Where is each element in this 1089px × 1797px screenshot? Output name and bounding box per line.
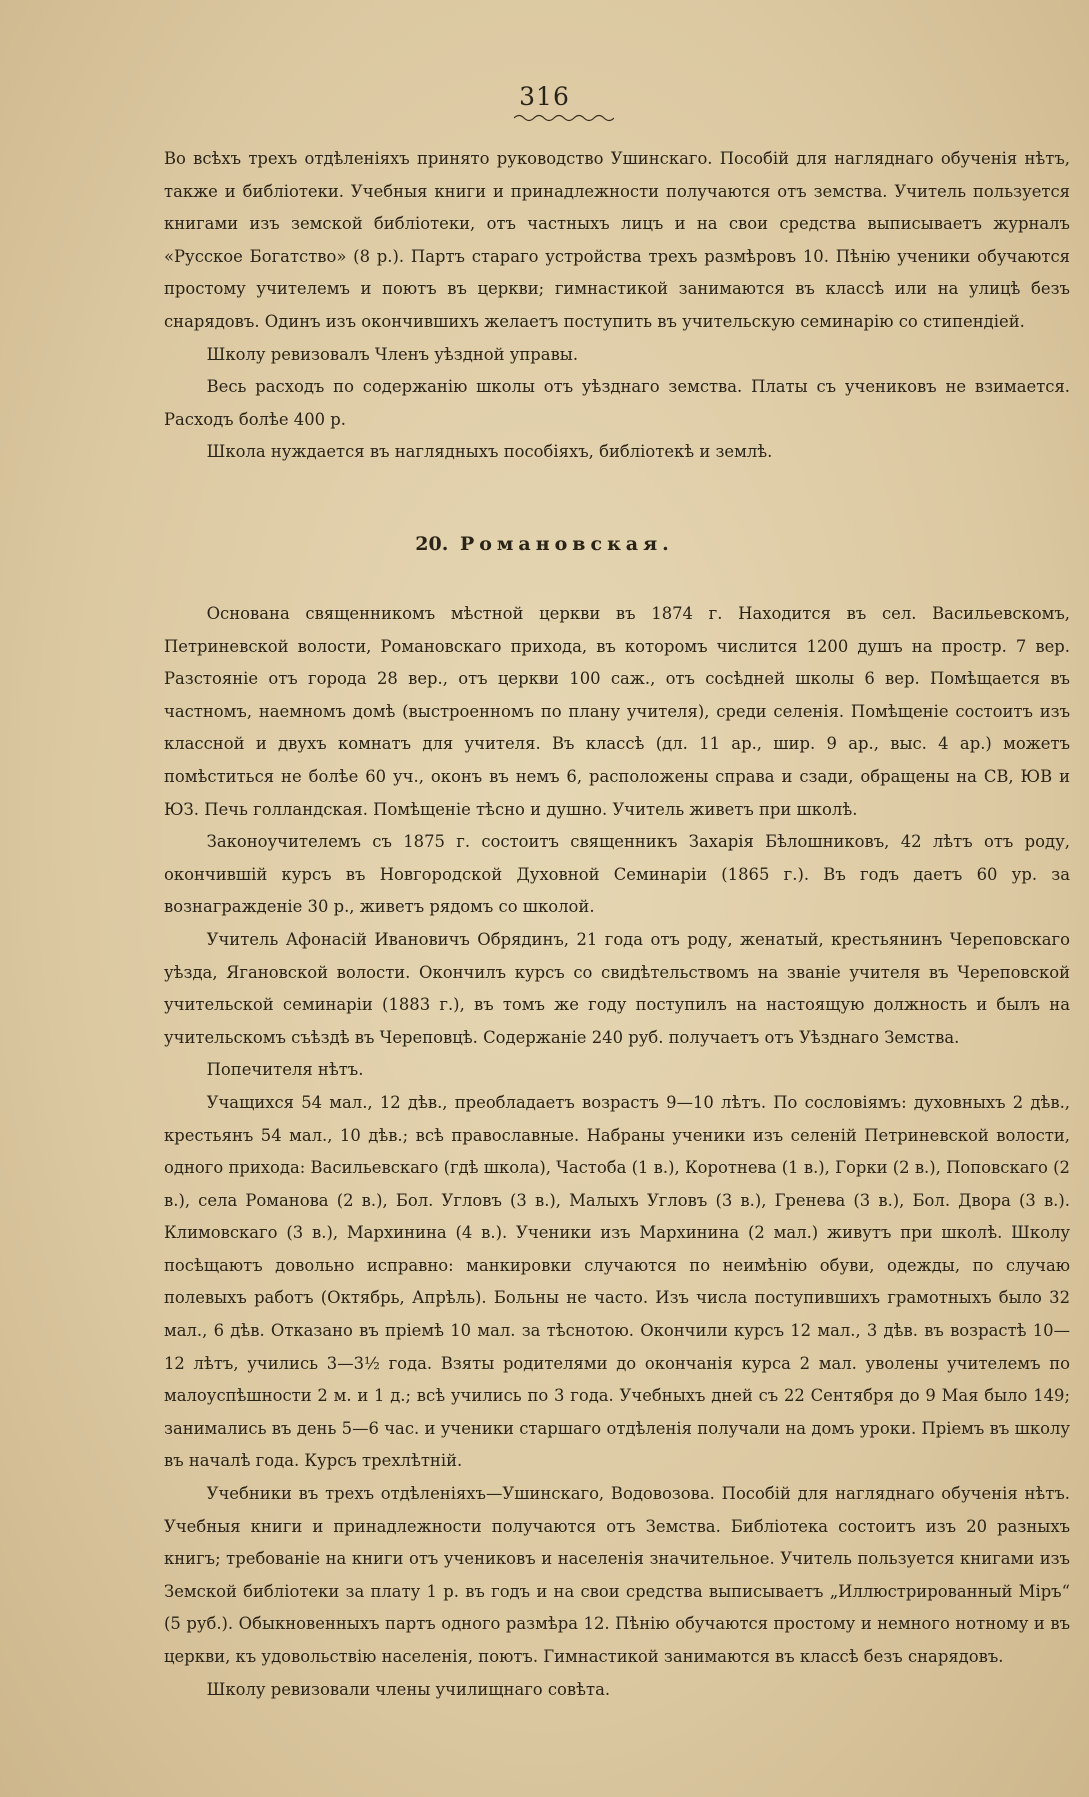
section-heading	[0, 533, 1089, 555]
section-paragraph: Попечителя нѣтъ.	[206, 1060, 364, 1080]
section-paragraph: Основана священникомъ мѣстной церкви въ 1874 г. Находится въ сел. Васильевскомъ, Петриневской волости, Романовскаго прихода, въ которомъ числится 1200 душъ на простр. 7 вер. Разстояніе отъ города 28 вер., отъ церкви 100 саж., отъ сосѣдней школы 6 вер. Помѣщается въ частномъ, наемномъ домѣ (выстроенномъ по плану учителя), среди селенія. Помѣщеніе состоитъ изъ классной и двухъ комнатъ для учителя. Въ классѣ (дл. 11 ар., шир. 9 ар., выс. 4 ар.) можетъ помѣститься не болѣе 60 уч., оконъ въ немъ 6, расположены справа и сзади, обращены на СВ, ЮВ и ЮЗ. Печь голландская. Помѣщеніе тѣсно и душно. Учитель живетъ при школѣ.	[164, 604, 1070, 819]
section-number: 20.	[415, 533, 449, 555]
section-paragraph: Учащихся 54 мал., 12 дѣв., преобладаетъ возрастъ 9—10 лѣтъ. По сословіямъ: духовныхъ 2 дѣв., крестьянъ 54 мал., 10 дѣв.; всѣ православные. Набраны ученики изъ селеній Петриневской волости, одного прихода: Васильевскаго (гдѣ школа), Частоба (1 в.), Коротнева (1 в.), Горки (2 в.), Поповскаго (2 в.), села Романова (2 в.), Бол. Угловъ (3 в.), Малыхъ Угловъ (3 в.), Гренева (3 в.), Бол. Двора (3 в.). Климовскаго (3 в.), Мархинина (4 в.). Ученики изъ Мархинина (2 мал.) живутъ при школѣ. Школу посѣщаютъ довольно исправно: манкировки случаются по неимѣнію обуви, одежды, по случаю полевыхъ работъ (Октябрь, Апрѣль). Больны не часто. Изъ числа поступившихъ грамотныхъ было 32 мал., 6 дѣв. Отказано въ пріемѣ 10 мал. за тѣснотою. Окончили курсъ 12 мал., 3 дѣв. въ возрастѣ 10—12 лѣтъ, учились 3—3½ года. Взяты родителями до окончанія курса 2 мал. уволены учителемъ по малоуспѣшности 2 м. и 1 д.; всѣ учились по 3 года. Учебныхъ дней съ 22 Сентября до 9 Мая было 149; занимались въ день 5—6 час. и ученики старшаго отдѣленія получали на домъ уроки. Пріемъ въ школу въ началѣ года. Курсъ трехлѣтній.	[164, 1092, 1070, 1471]
section-paragraph: Законоучителемъ съ 1875 г. состоитъ священникъ Захарія Бѣлошниковъ, 42 лѣтъ отъ роду, окончившій курсъ въ Новгородской Духовной Семинаріи (1865 г.). Въ годъ даетъ 60 ур. за вознагражденіе 30 р., живетъ рядомъ со школой.	[164, 832, 1070, 917]
intro-text-block	[164, 143, 1070, 469]
section-paragraph: Школу ревизовали члены училищнаго совѣта.	[206, 1679, 611, 1699]
section-paragraph: Учебники въ трехъ отдѣленіяхъ—Ушинскаго, Водовозова. Пособій для нагляднаго обученія нѣтъ. Учебныя книги и принадлежности получаются отъ Земства. Библіотека состоитъ изъ 20 разныхъ книгъ; требованіе на книги отъ учениковъ и населенія значительное. Учитель пользуется книгами изъ Земской библіотеки за плату 1 р. въ годъ и на свои средства выписываетъ „Иллюстрированный Міръ“ (5 руб.). Обыкновенныхъ партъ одного размѣра 12. Пѣнію обучаются простому и немного нотному и въ церкви, къ удовольствію населенія, поютъ. Гимнастикой занимаются въ классѣ безъ снарядовъ.	[164, 1484, 1070, 1666]
decorative-wavy-rule	[514, 113, 614, 123]
section-text-block	[164, 598, 1070, 1706]
intro-paragraph: Весь расходъ по содержанію школы отъ уѣзднаго земства. Платы съ учениковъ не взимается. Расходъ болѣе 400 р.	[164, 377, 1070, 429]
section-title: Романовская.	[459, 533, 674, 555]
page-number: 316	[519, 82, 570, 111]
intro-paragraph: Во всѣхъ трехъ отдѣленіяхъ принято руководство Ушинскаго. Пособій для нагляднаго обученія нѣтъ, также и библіотеки. Учебныя книги и принадлежности получаются отъ земства. Учитель пользуется книгами изъ земской библіотеки, отъ частныхъ лицъ и на свои средства выписываетъ журналъ «Русское Богатство» (8 р.). Партъ стараго устройства трехъ размѣровъ 10. Пѣнію ученики обучаются простому учителемъ и поютъ въ церкви; гимнастикой занимаются въ классѣ или на улицѣ безъ снарядовъ. Одинъ изъ окончившихъ желаетъ поступить въ учительскую семинарію со стипендіей.	[164, 149, 1070, 331]
intro-paragraph: Школу ревизовалъ Членъ уѣздной управы.	[206, 344, 579, 364]
intro-paragraph: Школа нуждается въ наглядныхъ пособіяхъ, библіотекѣ и землѣ.	[206, 442, 773, 462]
section-paragraph: Учитель Афонасій Ивановичъ Обрядинъ, 21 года отъ роду, женатый, крестьянинъ Череповскаго уѣзда, Ягановской волости. Окончилъ курсъ со свидѣтельствомъ на званіе учителя въ Череповской учительской семинаріи (1883 г.), въ томъ же году поступилъ на настоящую должность и былъ на учительскомъ съѣздѣ въ Череповцѣ. Содержаніе 240 руб. получаетъ отъ Уѣзднаго Земства.	[164, 929, 1070, 1047]
